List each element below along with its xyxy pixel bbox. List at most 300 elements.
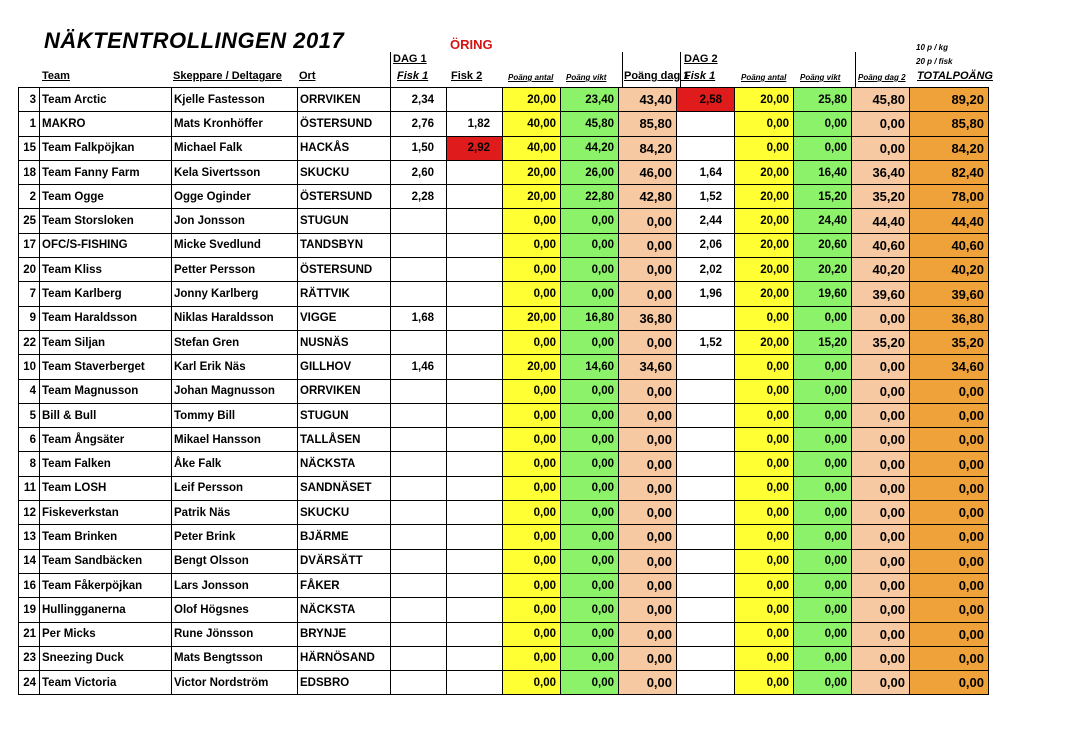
cell-poang-antal: 20,00 [503, 160, 561, 184]
cell-skipper: Olof Högsnes [172, 598, 298, 622]
cell-poang-dag1: 0,00 [619, 379, 677, 403]
day1-label: DAG 1 [393, 53, 427, 65]
cell-fisk2 [447, 355, 503, 379]
cell-poang-dag2: 40,60 [852, 233, 910, 257]
cell-nr: 24 [19, 671, 40, 695]
table-row [19, 355, 989, 379]
cell-poang-dag2: 40,20 [852, 258, 910, 282]
cell-poang-dag2: 0,00 [852, 573, 910, 597]
cell-fisk1 [391, 428, 447, 452]
cell-day2-fisk1 [677, 549, 735, 573]
cell-poang-antal: 0,00 [503, 452, 561, 476]
cell-fisk2: 1,82 [447, 112, 503, 136]
cell-poang-dag2: 0,00 [852, 671, 910, 695]
cell-poang-dag1: 0,00 [619, 671, 677, 695]
cell-poang-dag1: 0,00 [619, 209, 677, 233]
cell-team: Bill & Bull [40, 403, 172, 427]
cell-poang-dag1: 0,00 [619, 549, 677, 573]
cell-poang-dag1: 85,80 [619, 112, 677, 136]
cell-day2-poang-vikt: 0,00 [794, 501, 852, 525]
cell-skipper: Stefan Gren [172, 330, 298, 354]
cell-day2-poang-antal: 0,00 [735, 549, 794, 573]
table-row [19, 452, 989, 476]
cell-poang-vikt: 0,00 [561, 428, 619, 452]
cell-poang-dag1: 0,00 [619, 452, 677, 476]
cell-nr: 2 [19, 185, 40, 209]
cell-poang-vikt: 16,80 [561, 306, 619, 330]
cell-skipper: Micke Svedlund [172, 233, 298, 257]
cell-ort: ÖSTERSUND [298, 258, 391, 282]
cell-ort: BRYNJE [298, 622, 391, 646]
cell-ort: STUGUN [298, 209, 391, 233]
cell-day2-poang-vikt: 19,60 [794, 282, 852, 306]
header-poang-dag2: Poäng dag 2 [858, 73, 906, 82]
cell-poang-antal: 0,00 [503, 549, 561, 573]
cell-day2-fisk1 [677, 622, 735, 646]
cell-fisk1: 1,50 [391, 136, 447, 160]
cell-poang-vikt: 22,80 [561, 185, 619, 209]
cell-poang-dag2: 0,00 [852, 112, 910, 136]
cell-nr: 4 [19, 379, 40, 403]
cell-total: 40,60 [910, 233, 989, 257]
cell-fisk1: 2,76 [391, 112, 447, 136]
cell-fisk2 [447, 671, 503, 695]
cell-day2-fisk1 [677, 501, 735, 525]
header-poang-antal: Poäng antal [508, 73, 554, 82]
cell-poang-dag1: 0,00 [619, 403, 677, 427]
cell-poang-dag2: 0,00 [852, 525, 910, 549]
cell-fisk2 [447, 403, 503, 427]
cell-poang-dag2: 0,00 [852, 476, 910, 500]
cell-poang-dag1: 0,00 [619, 428, 677, 452]
cell-ort: SANDNÄSET [298, 476, 391, 500]
cell-day2-poang-vikt: 0,00 [794, 403, 852, 427]
table-row [19, 573, 989, 597]
cell-day2-poang-vikt: 0,00 [794, 452, 852, 476]
cell-fisk1 [391, 501, 447, 525]
cell-day2-poang-vikt: 0,00 [794, 428, 852, 452]
cell-day2-poang-vikt: 0,00 [794, 549, 852, 573]
cell-nr: 3 [19, 88, 40, 112]
header-day2-poang-antal: Poäng antal [741, 73, 787, 82]
cell-day2-poang-vikt: 20,20 [794, 258, 852, 282]
cell-team: Hullingganerna [40, 598, 172, 622]
cell-nr: 12 [19, 501, 40, 525]
cell-nr: 9 [19, 306, 40, 330]
cell-fisk1 [391, 282, 447, 306]
cell-fisk2 [447, 282, 503, 306]
cell-ort: FÅKER [298, 573, 391, 597]
cell-poang-antal: 0,00 [503, 573, 561, 597]
cell-poang-dag2: 0,00 [852, 452, 910, 476]
cell-poang-dag2: 0,00 [852, 646, 910, 670]
cell-fisk1 [391, 233, 447, 257]
header-day2-poang-vikt: Poäng vikt [800, 73, 841, 82]
cell-poang-vikt: 0,00 [561, 233, 619, 257]
table-row [19, 209, 989, 233]
cell-poang-dag1: 0,00 [619, 501, 677, 525]
cell-team: Team Falken [40, 452, 172, 476]
cell-ort: DVÄRSÄTT [298, 549, 391, 573]
cell-day2-fisk1 [677, 476, 735, 500]
cell-total: 0,00 [910, 452, 989, 476]
cell-team: OFC/S-FISHING [40, 233, 172, 257]
cell-fisk2 [447, 452, 503, 476]
cell-poang-dag2: 0,00 [852, 306, 910, 330]
table-row [19, 671, 989, 695]
cell-total: 36,80 [910, 306, 989, 330]
cell-total: 0,00 [910, 671, 989, 695]
cell-total: 0,00 [910, 646, 989, 670]
cell-nr: 22 [19, 330, 40, 354]
cell-day2-poang-antal: 0,00 [735, 476, 794, 500]
table-row [19, 330, 989, 354]
cell-poang-vikt: 0,00 [561, 452, 619, 476]
cell-skipper: Patrik Näs [172, 501, 298, 525]
cell-poang-antal: 0,00 [503, 233, 561, 257]
cell-total: 0,00 [910, 501, 989, 525]
cell-skipper: Kela Sivertsson [172, 160, 298, 184]
cell-total: 78,00 [910, 185, 989, 209]
cell-day2-fisk1 [677, 573, 735, 597]
cell-day2-poang-vikt: 0,00 [794, 379, 852, 403]
cell-poang-antal: 0,00 [503, 428, 561, 452]
cell-poang-vikt: 0,00 [561, 671, 619, 695]
cell-day2-poang-antal: 20,00 [735, 209, 794, 233]
cell-day2-fisk1 [677, 671, 735, 695]
cell-poang-antal: 0,00 [503, 330, 561, 354]
cell-nr: 5 [19, 403, 40, 427]
cell-day2-fisk1 [677, 598, 735, 622]
cell-team: Team Falkpöjkan [40, 136, 172, 160]
cell-day2-poang-antal: 0,00 [735, 598, 794, 622]
cell-poang-dag1: 0,00 [619, 282, 677, 306]
cell-poang-vikt: 0,00 [561, 209, 619, 233]
cell-team: MAKRO [40, 112, 172, 136]
cell-ort: STUGUN [298, 403, 391, 427]
divider-day1 [390, 52, 391, 88]
cell-poang-vikt: 0,00 [561, 646, 619, 670]
cell-fisk2 [447, 258, 503, 282]
cell-nr: 23 [19, 646, 40, 670]
cell-day2-poang-antal: 0,00 [735, 646, 794, 670]
cell-fisk1 [391, 258, 447, 282]
cell-poang-dag1: 0,00 [619, 573, 677, 597]
cell-team: Team Victoria [40, 671, 172, 695]
cell-skipper: Jonny Karlberg [172, 282, 298, 306]
cell-poang-antal: 0,00 [503, 379, 561, 403]
cell-team: Team Fåkerpöjkan [40, 573, 172, 597]
cell-total: 0,00 [910, 525, 989, 549]
cell-fisk2 [447, 476, 503, 500]
cell-day2-fisk1: 1,96 [677, 282, 735, 306]
cell-fisk2 [447, 209, 503, 233]
cell-total: 39,60 [910, 282, 989, 306]
cell-total: 0,00 [910, 598, 989, 622]
cell-ort: NÄCKSTA [298, 598, 391, 622]
cell-fisk2 [447, 306, 503, 330]
header-ort: Ort [299, 70, 316, 82]
cell-skipper: Ogge Oginder [172, 185, 298, 209]
cell-day2-fisk1 [677, 403, 735, 427]
cell-fisk2 [447, 428, 503, 452]
cell-day2-poang-vikt: 0,00 [794, 573, 852, 597]
cell-fisk2 [447, 525, 503, 549]
cell-total: 34,60 [910, 355, 989, 379]
cell-fisk2 [447, 598, 503, 622]
cell-day2-poang-antal: 0,00 [735, 452, 794, 476]
cell-poang-dag2: 0,00 [852, 355, 910, 379]
cell-skipper: Mats Bengtsson [172, 646, 298, 670]
cell-poang-antal: 0,00 [503, 476, 561, 500]
cell-nr: 18 [19, 160, 40, 184]
cell-day2-poang-antal: 20,00 [735, 185, 794, 209]
cell-poang-antal: 0,00 [503, 258, 561, 282]
cell-poang-antal: 40,00 [503, 136, 561, 160]
cell-ort: GILLHOV [298, 355, 391, 379]
cell-total: 44,40 [910, 209, 989, 233]
header-skipper: Skeppare / Deltagare [173, 70, 282, 82]
table-row [19, 282, 989, 306]
cell-team: Sneezing Duck [40, 646, 172, 670]
cell-nr: 6 [19, 428, 40, 452]
cell-day2-fisk1 [677, 379, 735, 403]
cell-fisk1: 2,28 [391, 185, 447, 209]
cell-day2-fisk1: 1,64 [677, 160, 735, 184]
cell-fisk2 [447, 549, 503, 573]
cell-ort: TANDSBYN [298, 233, 391, 257]
cell-day2-fisk1 [677, 355, 735, 379]
rule-per-fish: 20 p / fisk [916, 57, 953, 66]
cell-fisk1 [391, 403, 447, 427]
cell-nr: 14 [19, 549, 40, 573]
cell-day2-fisk1 [677, 112, 735, 136]
table-row [19, 379, 989, 403]
cell-fisk1: 1,68 [391, 306, 447, 330]
cell-poang-dag1: 34,60 [619, 355, 677, 379]
table-row [19, 549, 989, 573]
cell-team: Team Siljan [40, 330, 172, 354]
cell-poang-vikt: 23,40 [561, 88, 619, 112]
cell-poang-antal: 20,00 [503, 88, 561, 112]
cell-day2-poang-antal: 0,00 [735, 525, 794, 549]
cell-poang-dag2: 0,00 [852, 136, 910, 160]
cell-day2-poang-antal: 0,00 [735, 379, 794, 403]
cell-day2-poang-antal: 20,00 [735, 160, 794, 184]
cell-skipper: Michael Falk [172, 136, 298, 160]
cell-poang-dag2: 35,20 [852, 185, 910, 209]
cell-fisk2 [447, 379, 503, 403]
cell-day2-poang-vikt: 0,00 [794, 136, 852, 160]
table-row [19, 598, 989, 622]
cell-poang-dag2: 36,40 [852, 160, 910, 184]
cell-nr: 25 [19, 209, 40, 233]
cell-team: Team Kliss [40, 258, 172, 282]
cell-ort: NUSNÄS [298, 330, 391, 354]
cell-poang-dag2: 45,80 [852, 88, 910, 112]
header-fisk2: Fisk 2 [451, 70, 483, 82]
cell-skipper: Åke Falk [172, 452, 298, 476]
table-row [19, 112, 989, 136]
cell-fisk2 [447, 330, 503, 354]
header-poang-dag1: Poäng dag 1 [624, 70, 690, 82]
cell-skipper: Johan Magnusson [172, 379, 298, 403]
table-row [19, 476, 989, 500]
cell-team: Per Micks [40, 622, 172, 646]
cell-nr: 15 [19, 136, 40, 160]
cell-poang-antal: 0,00 [503, 501, 561, 525]
cell-fisk1 [391, 549, 447, 573]
cell-day2-poang-vikt: 0,00 [794, 646, 852, 670]
cell-poang-dag2: 0,00 [852, 622, 910, 646]
cell-poang-dag2: 0,00 [852, 501, 910, 525]
cell-day2-poang-antal: 0,00 [735, 136, 794, 160]
cell-team: Team Ogge [40, 185, 172, 209]
cell-poang-dag1: 0,00 [619, 646, 677, 670]
cell-fisk2 [447, 622, 503, 646]
cell-ort: BJÄRME [298, 525, 391, 549]
cell-day2-poang-vikt: 16,40 [794, 160, 852, 184]
cell-nr: 21 [19, 622, 40, 646]
cell-total: 0,00 [910, 379, 989, 403]
cell-nr: 10 [19, 355, 40, 379]
divider-day1-end [622, 52, 623, 88]
cell-team: Team Staverberget [40, 355, 172, 379]
cell-ort: RÄTTVIK [298, 282, 391, 306]
cell-poang-dag2: 0,00 [852, 428, 910, 452]
table-row [19, 428, 989, 452]
cell-poang-vikt: 0,00 [561, 525, 619, 549]
cell-day2-poang-antal: 0,00 [735, 403, 794, 427]
cell-skipper: Rune Jönsson [172, 622, 298, 646]
cell-day2-fisk1: 2,02 [677, 258, 735, 282]
cell-ort: TALLÅSEN [298, 428, 391, 452]
cell-day2-poang-vikt: 0,00 [794, 306, 852, 330]
cell-poang-dag1: 0,00 [619, 258, 677, 282]
cell-day2-fisk1 [677, 452, 735, 476]
table-row [19, 525, 989, 549]
table-row [19, 233, 989, 257]
species-label: ÖRING [450, 37, 493, 52]
cell-day2-poang-antal: 0,00 [735, 671, 794, 695]
cell-poang-antal: 0,00 [503, 598, 561, 622]
cell-day2-poang-vikt: 0,00 [794, 355, 852, 379]
cell-poang-dag1: 0,00 [619, 476, 677, 500]
cell-day2-fisk1: 2,58 [677, 88, 735, 112]
cell-poang-dag1: 0,00 [619, 233, 677, 257]
cell-day2-poang-antal: 0,00 [735, 501, 794, 525]
cell-fisk1 [391, 379, 447, 403]
cell-poang-vikt: 0,00 [561, 476, 619, 500]
cell-skipper: Mikael Hansson [172, 428, 298, 452]
cell-poang-vikt: 0,00 [561, 622, 619, 646]
cell-poang-vikt: 45,80 [561, 112, 619, 136]
cell-total: 0,00 [910, 428, 989, 452]
cell-fisk1 [391, 622, 447, 646]
cell-day2-fisk1: 1,52 [677, 330, 735, 354]
cell-team: Team LOSH [40, 476, 172, 500]
cell-ort: ORRVIKEN [298, 88, 391, 112]
cell-poang-dag2: 35,20 [852, 330, 910, 354]
cell-fisk1: 2,34 [391, 88, 447, 112]
table-row [19, 646, 989, 670]
table-row [19, 88, 989, 112]
cell-fisk1 [391, 646, 447, 670]
cell-ort: ÖSTERSUND [298, 185, 391, 209]
cell-poang-dag2: 0,00 [852, 549, 910, 573]
cell-day2-poang-vikt: 0,00 [794, 598, 852, 622]
cell-fisk1 [391, 330, 447, 354]
cell-day2-poang-vikt: 0,00 [794, 112, 852, 136]
cell-ort: NÄCKSTA [298, 452, 391, 476]
cell-fisk1: 2,60 [391, 160, 447, 184]
cell-day2-fisk1: 2,44 [677, 209, 735, 233]
cell-poang-vikt: 0,00 [561, 598, 619, 622]
table-row [19, 185, 989, 209]
cell-fisk1 [391, 452, 447, 476]
cell-ort: HACKÅS [298, 136, 391, 160]
cell-skipper: Kjelle Fastesson [172, 88, 298, 112]
cell-team: Team Ångsäter [40, 428, 172, 452]
table-row [19, 622, 989, 646]
cell-day2-poang-vikt: 20,60 [794, 233, 852, 257]
cell-poang-antal: 0,00 [503, 671, 561, 695]
cell-poang-antal: 20,00 [503, 355, 561, 379]
table-row [19, 258, 989, 282]
cell-poang-vikt: 0,00 [561, 379, 619, 403]
cell-team: Team Sandbäcken [40, 549, 172, 573]
cell-nr: 13 [19, 525, 40, 549]
header-day2-fisk1: Fisk 1 [684, 70, 716, 82]
table-row [19, 136, 989, 160]
cell-day2-fisk1 [677, 136, 735, 160]
cell-skipper: Karl Erik Näs [172, 355, 298, 379]
cell-team: Team Storsloken [40, 209, 172, 233]
cell-day2-poang-antal: 20,00 [735, 258, 794, 282]
cell-poang-dag1: 46,00 [619, 160, 677, 184]
cell-poang-dag2: 39,60 [852, 282, 910, 306]
cell-poang-vikt: 0,00 [561, 282, 619, 306]
page-title: NÄKTENTROLLINGEN 2017 [44, 28, 345, 53]
cell-nr: 20 [19, 258, 40, 282]
cell-team: Team Haraldsson [40, 306, 172, 330]
cell-skipper: Bengt Olsson [172, 549, 298, 573]
cell-total: 0,00 [910, 476, 989, 500]
cell-total: 82,40 [910, 160, 989, 184]
day2-label: DAG 2 [684, 53, 718, 65]
cell-poang-dag1: 0,00 [619, 622, 677, 646]
cell-day2-poang-antal: 0,00 [735, 355, 794, 379]
cell-day2-poang-antal: 20,00 [735, 330, 794, 354]
cell-poang-vikt: 44,20 [561, 136, 619, 160]
cell-day2-poang-antal: 0,00 [735, 622, 794, 646]
rule-per-kg: 10 p / kg [916, 43, 949, 52]
cell-fisk1 [391, 573, 447, 597]
cell-day2-fisk1: 1,52 [677, 185, 735, 209]
cell-ort: SKUCKU [298, 160, 391, 184]
cell-poang-dag1: 0,00 [619, 330, 677, 354]
cell-poang-dag2: 0,00 [852, 598, 910, 622]
cell-team: Fiskeverkstan [40, 501, 172, 525]
cell-poang-antal: 0,00 [503, 525, 561, 549]
cell-skipper: Mats Kronhöffer [172, 112, 298, 136]
cell-poang-dag2: 0,00 [852, 379, 910, 403]
cell-team: Team Arctic [40, 88, 172, 112]
cell-fisk1 [391, 525, 447, 549]
results-table [18, 87, 989, 695]
cell-total: 85,80 [910, 112, 989, 136]
cell-day2-poang-vikt: 15,20 [794, 185, 852, 209]
